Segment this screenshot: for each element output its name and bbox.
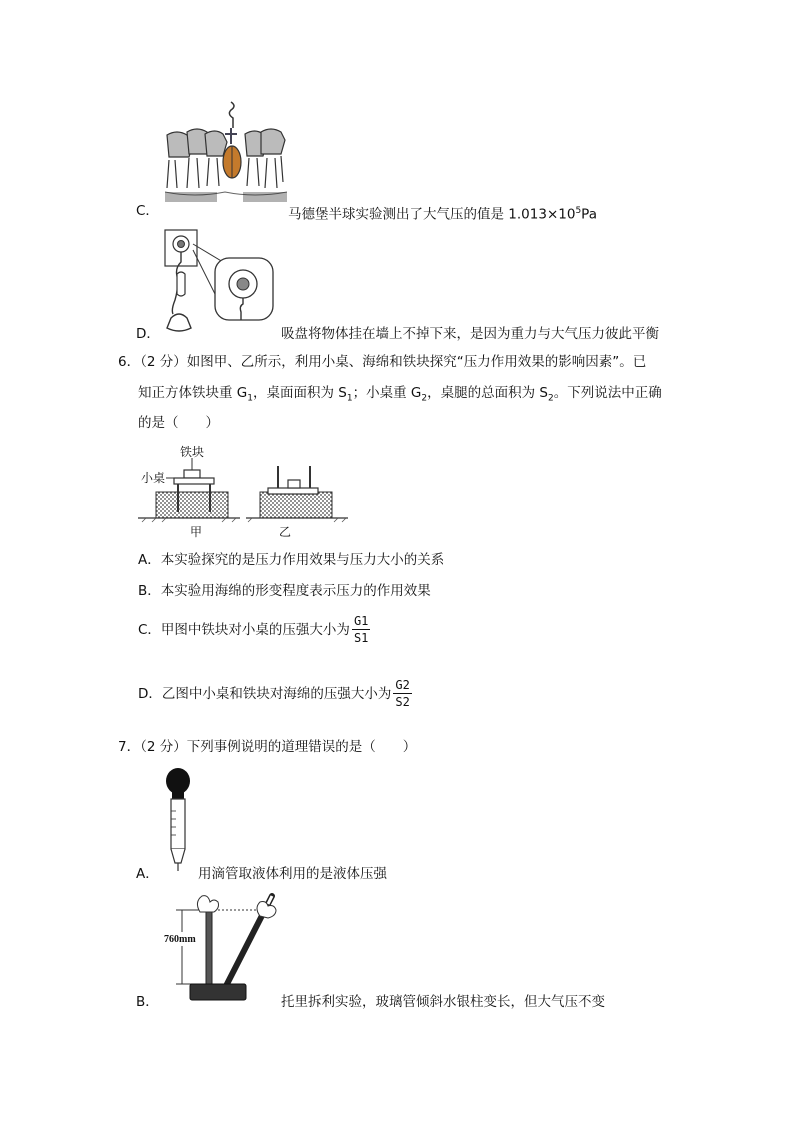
q6-stem-line2: 知正方体铁块重 $G_1$，桌面面积为 $S_1$；小桌重 $G_2$，桌腿的总面积为 $S_2$。下列说法中正确 bbox=[138, 385, 662, 404]
option-letter: C． bbox=[136, 203, 159, 219]
q7-option-b bbox=[136, 993, 159, 1011]
q6-stem-line3: 的是（ ） bbox=[138, 415, 219, 431]
height-label: 760mm bbox=[164, 934, 196, 945]
torricelli-image bbox=[164, 888, 280, 1002]
q6-stem-line1: 6．（2 分）如图甲、乙所示，利用小桌、海绵和铁块探究“压力作用效果的影响因素”。已 bbox=[118, 354, 647, 370]
q7-option-b-text: 托里拆利实验，玻璃管倾斜水银柱变长，但大气压不变 bbox=[281, 994, 605, 1010]
q5-option-d-text: 吸盘将物体挂在墙上不掉下来，是因为重力与大气压力彼此平衡 bbox=[281, 326, 659, 342]
label-iron: 铁块 bbox=[180, 445, 205, 459]
label-yi: 乙 bbox=[279, 525, 292, 539]
dropper-image bbox=[162, 767, 194, 875]
option-letter: A． bbox=[136, 866, 159, 882]
label-jia: 甲 bbox=[190, 525, 203, 539]
q6-option-d: D．乙图中小桌和铁块对海绵的压强大小为 $\frac{G2}{S2}$ bbox=[138, 678, 410, 709]
fraction: $\frac{G2}{S2}$ bbox=[395, 678, 410, 709]
q5-option-c-text: 马德堡半球实验测出了大气压的值是 $1.013\times 10^5Pa$ bbox=[288, 206, 597, 223]
q7-option-a bbox=[136, 865, 159, 883]
suction-cup-image bbox=[163, 228, 278, 340]
label-table: 小桌 bbox=[141, 471, 166, 485]
q6-option-c: C．甲图中铁块对小桌的压强大小为 $\frac{G1}{S1}$ bbox=[138, 614, 369, 645]
option-letter: B． bbox=[136, 994, 159, 1010]
magdeburg-hemispheres-image bbox=[165, 100, 287, 212]
q7-stem: 7．（2 分）下列事例说明的道理错误的是（ ） bbox=[118, 739, 417, 755]
q6-option-a: A．本实验探究的是压力作用效果与压力大小的关系 bbox=[138, 552, 445, 568]
q7-option-a-text: 用滴管取液体利用的是液体压强 bbox=[198, 866, 387, 882]
q6-option-b: B．本实验用海绵的形变程度表示压力的作用效果 bbox=[138, 583, 431, 599]
option-letter: D． bbox=[136, 326, 160, 342]
q5-option-c bbox=[136, 202, 159, 220]
q6-figure bbox=[138, 440, 348, 542]
q5-option-d bbox=[136, 325, 160, 343]
fraction: $\frac{G1}{S1}$ bbox=[353, 614, 369, 645]
